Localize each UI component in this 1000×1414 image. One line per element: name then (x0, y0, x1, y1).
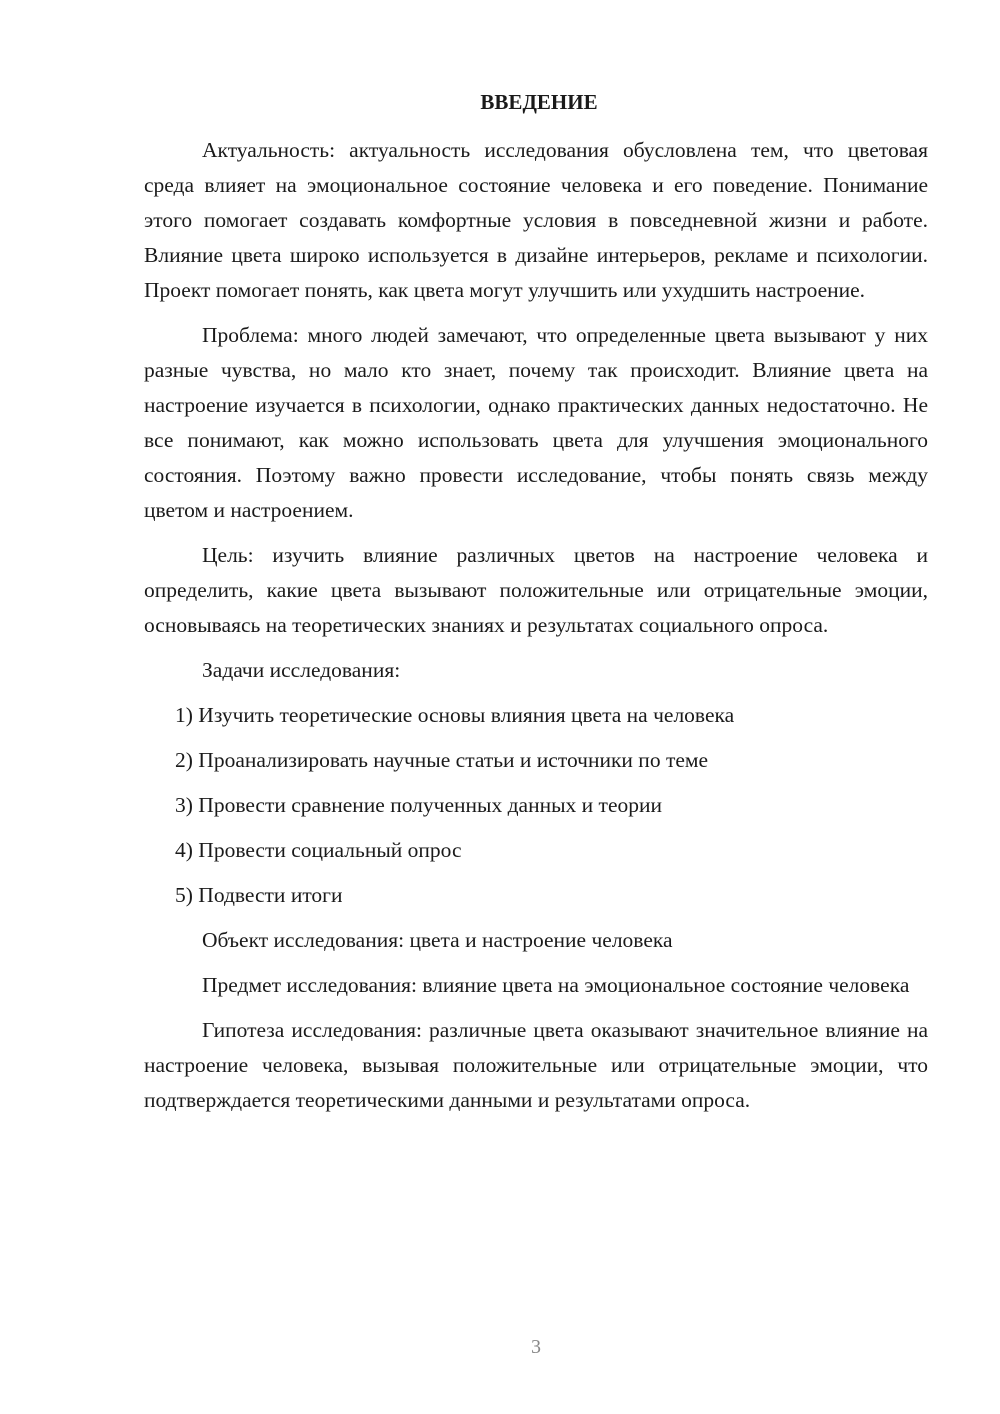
page-title: ВВЕДЕНИЕ (480, 90, 598, 114)
list-item-text: Изучить теоретические основы влияния цвета на человека (198, 703, 735, 727)
paragraph-subject: Предмет исследования: влияние цвета на эмоциональное состояние человека (202, 973, 910, 997)
list-item-text: Проанализировать научные статьи и источники по теме (198, 748, 709, 772)
list-item-text: Провести сравнение полученных данных и теории (198, 793, 662, 817)
list-item-text: Провести социальный опрос (198, 838, 462, 862)
tasks-title: Задачи исследования: (202, 658, 401, 682)
paragraph-problem: Проблема: много людей замечают, что определенные цвета вызывают у них разные чувства, но мало кто знает, почему так происходит. Влияние цвета на настроение изучается в психологии, однако практических данных недостаточно. Не все понимают, как можно использовать цвета для улучшения эмоционального состояния. Поэтому важно провести исследование, чтобы понять связь между цветом и настроением. (144, 323, 928, 522)
list-item (144, 833, 928, 868)
list-item-number: 2) (175, 748, 193, 772)
paragraph-goal: Цель: изучить влияние различных цветов на настроение человека и определить, какие цвета вызывают положительные или отрицательные эмоции, основываясь на теоретических знаниях и результатах социального опроса. (144, 543, 928, 637)
paragraph-object: Объект исследования: цвета и настроение человека (202, 928, 673, 952)
paragraph-relevance: Актуальность: актуальность исследования обусловлена тем, что цветовая среда влияет на эмоциональное состояние человека и его поведение. Понимание этого помогает создавать комфортные условия в повседневной жизни и работе. Влияние цвета широко используется в дизайне интерьеров, рекламе и психологии. Проект помогает понять, как цвета могут улучшить или ухудшить настроение. (144, 138, 928, 302)
paragraph-hypothesis: Гипотеза исследования: различные цвета оказывают значительное влияние на настроение человека, вызывая положительные или отрицательные эмоции, что подтверждается теоретическими данными и результатами опроса. (144, 1018, 928, 1112)
list-item (144, 878, 928, 913)
list-item-number: 3) (175, 793, 193, 817)
list-item-number: 1) (175, 703, 193, 727)
list-item (144, 698, 928, 733)
list-item (144, 788, 928, 823)
list-item (144, 743, 928, 778)
list-item-number: 4) (175, 838, 193, 862)
list-item-text: Подвести итоги (198, 883, 343, 907)
list-item-number: 5) (175, 883, 193, 907)
page-number: 3 (531, 1336, 541, 1358)
document-page (144, 92, 928, 1118)
